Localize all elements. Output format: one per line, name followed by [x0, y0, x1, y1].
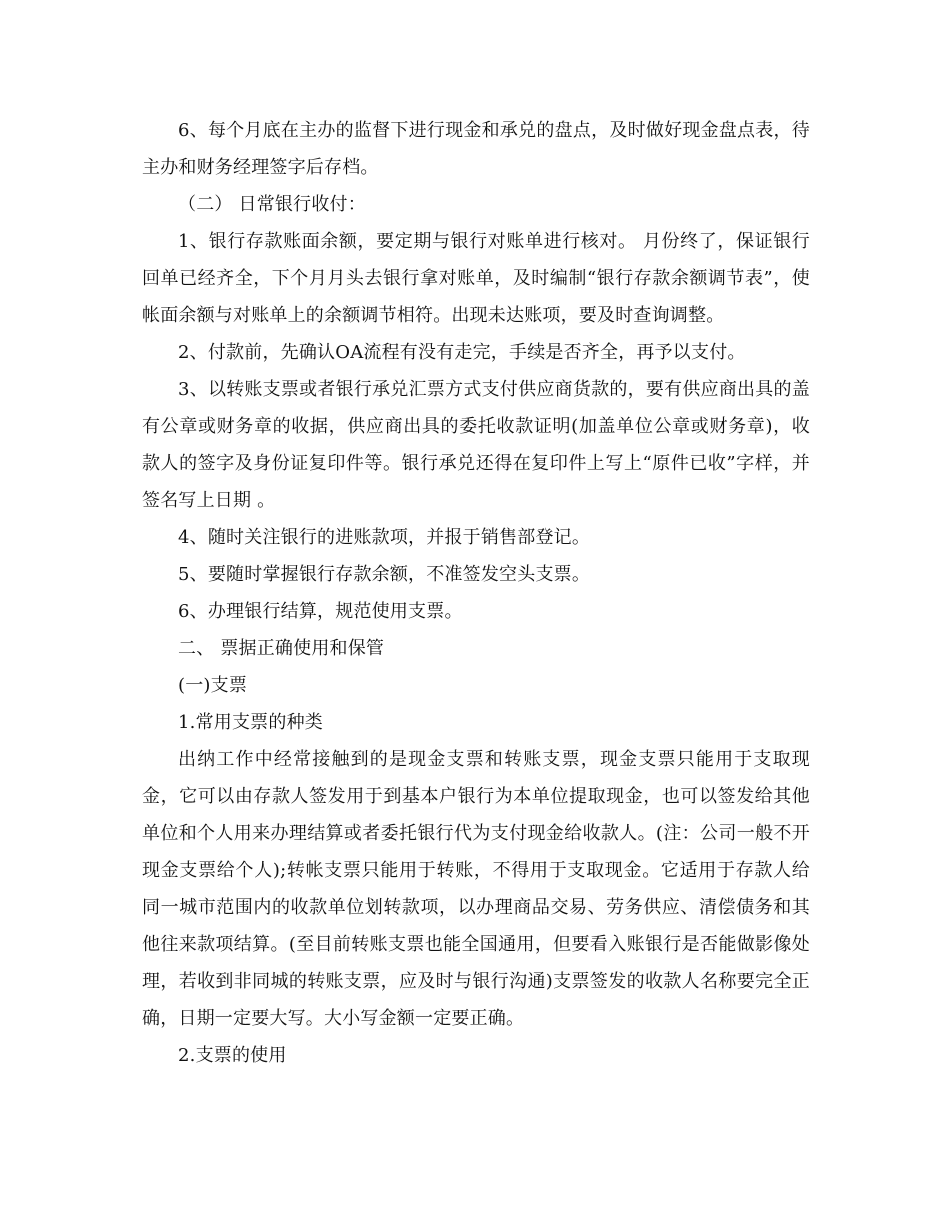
- paragraph: 6、办理银行结算，规范使用支票。: [178, 601, 463, 622]
- subsection-heading: (一)支票: [178, 675, 248, 696]
- paragraph: 3、以转账支票或者银行承兑汇票方式支付供应商货款的，要有供应商出具的盖有公章或财务章的收据，供应商出具的委托收款证明(加盖单位公章或财务章)，收款人的签字及身份证复印件等。银行承兑还得在复印件上写上“原件已收”字样，并签名写上日期 。: [142, 379, 810, 511]
- document-page: [142, 112, 810, 1074]
- paragraph: 4、随时关注银行的进账款项，并报于销售部登记。: [178, 527, 591, 548]
- subsection-heading: 2.支票的使用: [178, 1045, 287, 1066]
- subsection-heading: 1.常用支票的种类: [178, 712, 323, 733]
- paragraph: 6、每个月底在主办的监督下进行现金和承兑的盘点，及时做好现金盘点表，待主办和财务经理签字后存档。: [142, 120, 810, 178]
- paragraph: 出纳工作中经常接触到的是现金支票和转账支票，现金支票只能用于支取现金，它可以由存款人签发用于到基本户银行为本单位提取现金，也可以签发给其他单位和个人用来办理结算或者委托银行代为支付现金给收款人。(注：公司一般不开现金支票给个人);转帐支票只能用于转账，不得用于支取现金。它适用于存款人给同一城市范围内的收款单位划转款项，以办理商品交易、劳务供应、清偿债务和其他往来款项结算。(至目前转账支票也能全国通用，但要看入账银行是否能做影像处理，若收到非同城的转账支票，应及时与银行沟通)支票签发的收款人名称要完全正确，日期一定要大写。大小写金额一定要正确。: [142, 749, 810, 1029]
- paragraph: 5、要随时掌握银行存款余额，不准签发空头支票。: [178, 564, 591, 585]
- paragraph: 1、银行存款账面余额，要定期与银行对账单进行核对。 月份终了，保证银行回单已经齐全，下个月月头去银行拿对账单，及时编制“银行存款余额调节表”，使帐面余额与对账单上的余额调节相符。出现未达账项，要及时查询调整。: [142, 231, 810, 326]
- section-heading: （二） 日常银行收付：: [178, 194, 366, 215]
- paragraph: 2、付款前，先确认OA流程有没有走完，手续是否齐全，再予以支付。: [178, 342, 746, 363]
- section-heading: 二、 票据正确使用和保管: [178, 638, 385, 659]
